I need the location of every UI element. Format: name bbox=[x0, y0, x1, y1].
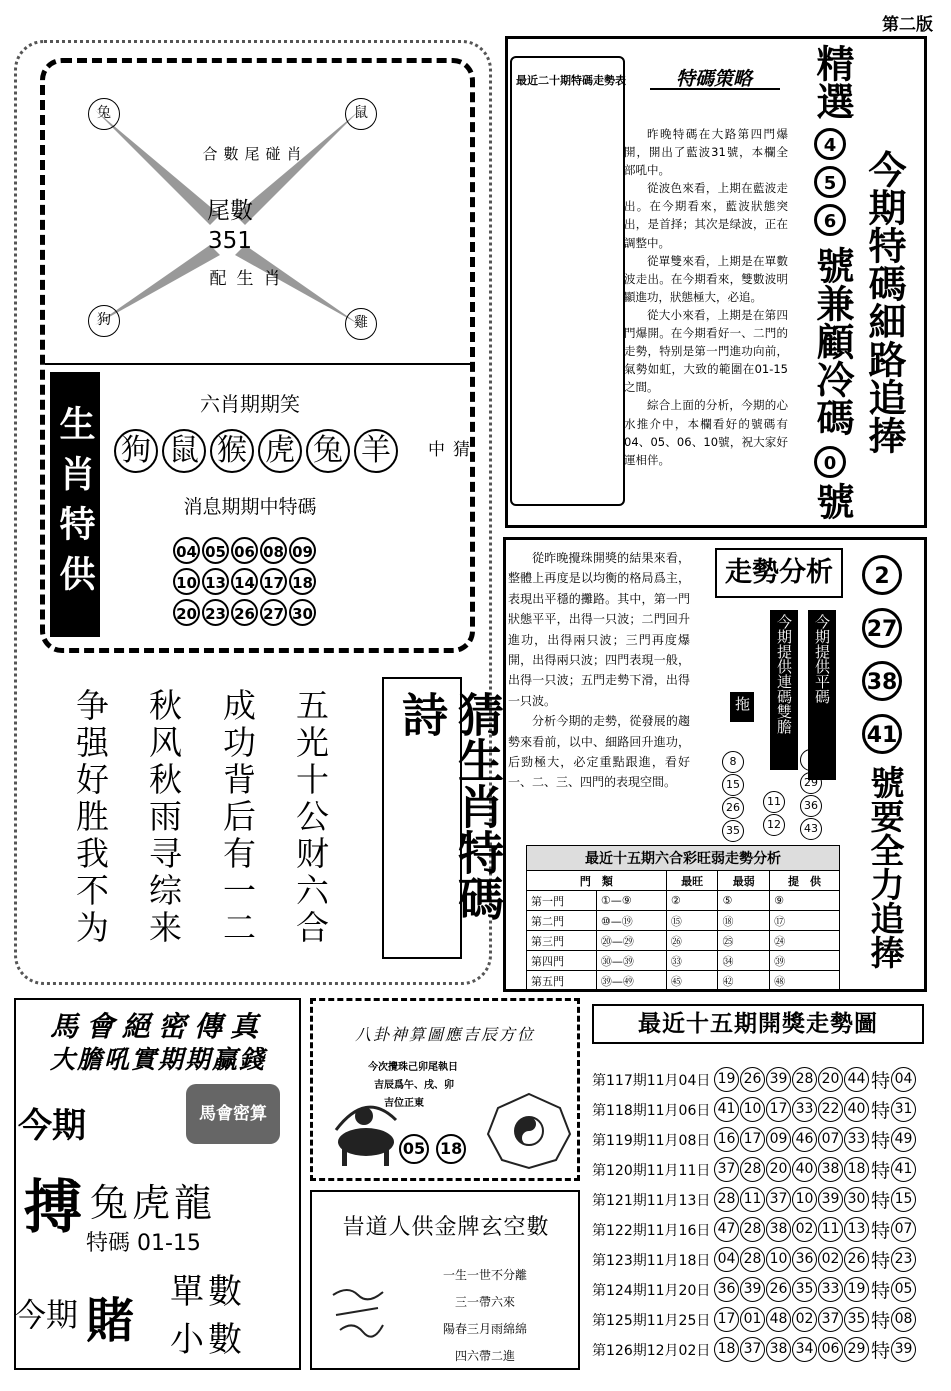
linked-number: 11 bbox=[763, 791, 785, 813]
table-cell: ㉔ bbox=[770, 931, 840, 951]
big-number: 38 bbox=[862, 661, 902, 701]
draw-ball: 47 bbox=[714, 1217, 739, 1242]
draw-row bbox=[592, 1306, 925, 1335]
horse-fax-stamp: 馬會密算 bbox=[186, 1084, 280, 1144]
pairs-number: 29 bbox=[800, 772, 822, 794]
trend-logo: 走勢分析 bbox=[725, 557, 833, 588]
pairs-number: 36 bbox=[800, 795, 822, 817]
draw-ball: 04 bbox=[714, 1247, 739, 1272]
special-label: 特 bbox=[871, 1070, 891, 1092]
draw-ball: 19 bbox=[844, 1277, 869, 1302]
draw-period: 第123期11月18日 bbox=[592, 1252, 711, 1269]
table-cell: ㉕ bbox=[718, 931, 770, 951]
strategy-logo: 特碼策略 bbox=[676, 68, 753, 90]
special-label: 特 bbox=[871, 1280, 891, 1302]
draw-ball: 20 bbox=[818, 1067, 843, 1092]
table-cell: ㊴—㊾ bbox=[596, 971, 666, 991]
draw-period: 第126期12月02日 bbox=[592, 1342, 711, 1359]
strategy-big-c: 號 bbox=[810, 482, 854, 520]
horse-fax-bo: 搏 bbox=[24, 1173, 83, 1241]
draw-ball: 01 bbox=[740, 1307, 765, 1332]
draw-ball: 28 bbox=[740, 1247, 765, 1272]
draw-ball: 37 bbox=[714, 1157, 739, 1182]
fortune-line: 吉位正東 bbox=[384, 1098, 424, 1109]
draw-ball: 40 bbox=[792, 1157, 817, 1182]
draw-period: 第120期11月11日 bbox=[592, 1162, 711, 1179]
draw-ball: 29 bbox=[844, 1337, 869, 1362]
draw-ball: 11 bbox=[740, 1187, 765, 1212]
draw-special-ball: 05 bbox=[891, 1277, 916, 1302]
number-ball: 13 bbox=[202, 568, 229, 595]
pick-circle: 5 bbox=[814, 166, 846, 198]
fortune-number: 18 bbox=[436, 1134, 466, 1164]
table-row bbox=[527, 931, 840, 951]
horse-fax-today: 今期 bbox=[18, 1106, 86, 1146]
draw-ball: 39 bbox=[740, 1277, 765, 1302]
draw-ball: 28 bbox=[740, 1217, 765, 1242]
trend-paragraph: 從昨晚攪珠開獎的結果來看，整體上再度是以均衡的格局爲主，表現出平穩的攤路。其中，第一門狀態平平，出得一只波；二門回升進功，出得兩只波；三門再度爆開，出得兩只波；四門表現一般，出得一只波；五門走勢下滑，出得一只波。 bbox=[508, 551, 690, 708]
golden-line: 一生一世不分離 bbox=[442, 1268, 527, 1282]
big-number: 2 bbox=[862, 555, 902, 595]
fortune-numbers bbox=[398, 1134, 467, 1164]
table-row bbox=[527, 951, 840, 971]
table-header: 提 供 bbox=[770, 871, 840, 891]
draw-ball: 39 bbox=[818, 1187, 843, 1212]
poem-columns bbox=[60, 688, 370, 958]
strategy-inner bbox=[510, 56, 625, 506]
trend-text bbox=[508, 548, 690, 793]
draw-ball: 26 bbox=[844, 1247, 869, 1272]
table-cell: ⑨ bbox=[770, 891, 840, 911]
shengxiao-subheading: 消息期期中特碼 bbox=[183, 496, 317, 518]
draw-ball: 38 bbox=[818, 1157, 843, 1182]
draw-ball: 26 bbox=[740, 1067, 765, 1092]
draw-ball: 28 bbox=[740, 1157, 765, 1182]
poem-title: 猜生肖特碼詩 bbox=[395, 691, 505, 921]
draw-ball: 39 bbox=[766, 1067, 791, 1092]
special-label: 特 bbox=[871, 1250, 891, 1272]
pairs-number: 2 bbox=[800, 749, 822, 771]
draw-ball: 37 bbox=[740, 1337, 765, 1362]
trend-big-numbers bbox=[862, 555, 910, 754]
draw-period: 第117期11月04日 bbox=[592, 1072, 711, 1089]
horse-rider-icon bbox=[326, 1090, 406, 1170]
draw-row bbox=[592, 1126, 925, 1155]
draw-ball: 17 bbox=[714, 1307, 739, 1332]
number-ball: 27 bbox=[260, 599, 287, 626]
special-label: 特 bbox=[871, 1130, 891, 1152]
number-ball: 06 bbox=[231, 537, 258, 564]
trend-table-title: 最近十五期六合彩旺弱走勢分析 bbox=[526, 845, 840, 870]
tuo-number: 26 bbox=[722, 797, 744, 819]
draw-ball: 28 bbox=[792, 1067, 817, 1092]
tuo-number: 8 bbox=[722, 751, 744, 773]
strategy-slogan: 今期特碼細路追捧 bbox=[862, 150, 906, 454]
draw-special-ball: 31 bbox=[891, 1097, 916, 1122]
trend-logo-box bbox=[715, 548, 843, 598]
draw-special-ball: 41 bbox=[891, 1157, 916, 1182]
zodiac-circle: 狗 bbox=[114, 429, 158, 473]
draw-ball: 18 bbox=[844, 1157, 869, 1182]
table-header: 最旺 bbox=[666, 871, 718, 891]
draw-ball: 02 bbox=[792, 1307, 817, 1332]
draw-period: 第124期11月20日 bbox=[592, 1282, 711, 1299]
draw-ball: 36 bbox=[714, 1277, 739, 1302]
draw-ball: 11 bbox=[818, 1217, 843, 1242]
golden-title: 旹道人供金牌玄空數 bbox=[342, 1215, 550, 1240]
draw-ball: 10 bbox=[740, 1097, 765, 1122]
draw-row bbox=[592, 1156, 925, 1185]
zodiac-circle: 羊 bbox=[354, 429, 398, 473]
tail-corner-ji: 雞 bbox=[345, 308, 377, 340]
number-ball: 04 bbox=[173, 537, 200, 564]
tail-top-title: 合數尾碰肖 bbox=[202, 145, 308, 163]
special-label: 特 bbox=[871, 1340, 891, 1362]
poem-column: 五光十公财六合 bbox=[291, 688, 330, 947]
draw-ball: 34 bbox=[792, 1337, 817, 1362]
draw-ball: 46 bbox=[792, 1127, 817, 1152]
horse-fax-bo-zodiacs: 兔虎龍 bbox=[90, 1181, 217, 1225]
table-cell: 第四門 bbox=[527, 951, 597, 971]
zodiac-circle: 兔 bbox=[306, 429, 350, 473]
number-ball: 09 bbox=[289, 537, 316, 564]
draw-row bbox=[592, 1216, 925, 1245]
number-ball: 18 bbox=[289, 568, 316, 595]
draw-ball: 07 bbox=[818, 1127, 843, 1152]
horse-fax-title: 馬會絕密傳真 bbox=[49, 1010, 266, 1043]
zodiac-circle: 鼠 bbox=[162, 429, 206, 473]
strategy-paragraph: 昨晚特碼在大路第四門爆開，開出了藍波31號，本欄全部吼中。 bbox=[624, 127, 788, 178]
pick-circle: 6 bbox=[814, 204, 846, 236]
horse-rider-drawing bbox=[326, 1090, 406, 1170]
draw-period: 第122期11月16日 bbox=[592, 1222, 711, 1239]
draw-ball: 38 bbox=[766, 1337, 791, 1362]
fortune-line: 吉辰爲午、戌、卯 bbox=[374, 1080, 454, 1091]
linked-number: 12 bbox=[763, 814, 785, 836]
draw-ball: 16 bbox=[714, 1127, 739, 1152]
fortune-line: 今次攪珠己卯尾執日 bbox=[368, 1062, 458, 1073]
draw-row bbox=[592, 1276, 925, 1305]
draw-ball: 33 bbox=[818, 1277, 843, 1302]
draw-row bbox=[592, 1336, 925, 1365]
draw-ball: 35 bbox=[792, 1277, 817, 1302]
golden-lines bbox=[410, 1262, 560, 1370]
fortune-number: 05 bbox=[399, 1134, 429, 1164]
draw-special-ball: 04 bbox=[891, 1067, 916, 1092]
shengxiao-side-title: 生肖特供 bbox=[50, 372, 100, 637]
pairs-number: 43 bbox=[800, 818, 822, 840]
table-header: 最弱 bbox=[718, 871, 770, 891]
shengxiao-side-note: 猜中 bbox=[424, 440, 469, 517]
big-number: 27 bbox=[862, 608, 902, 648]
tuo-number: 35 bbox=[722, 820, 744, 842]
table-cell: ㊴ bbox=[770, 951, 840, 971]
strategy-paragraph: 從波色來看，上期在藍波走出。在今期看來，藍波狀態突出，是首择；其次是绿波，正在調整中。 bbox=[624, 181, 788, 250]
table-cell: ⑳—㉙ bbox=[596, 931, 666, 951]
draw-row bbox=[592, 1186, 925, 1215]
draw-ball: 44 bbox=[844, 1067, 869, 1092]
draw-ball: 06 bbox=[818, 1337, 843, 1362]
table-cell: ㉚—㊴ bbox=[596, 951, 666, 971]
trend-col-linked: 今期提供連碼雙膽 bbox=[770, 610, 798, 770]
trend-col-pairs: 今期提供平碼 bbox=[808, 610, 836, 780]
pick-circle: 4 bbox=[814, 128, 846, 160]
draw-ball: 35 bbox=[844, 1307, 869, 1332]
special-label: 特 bbox=[871, 1220, 891, 1242]
number-ball: 08 bbox=[260, 537, 287, 564]
draw-ball: 02 bbox=[818, 1247, 843, 1272]
draw-row bbox=[592, 1246, 925, 1275]
horse-fax-gamble-char: 賭 bbox=[86, 1293, 135, 1349]
tail-bottom-title: 配生肖 bbox=[209, 269, 291, 289]
horse-fax-gamble-option: 單數 bbox=[170, 1272, 246, 1312]
strategy-logo-rule bbox=[650, 88, 780, 90]
special-label: 特 bbox=[871, 1190, 891, 1212]
recent-title: 最近十五期開獎走勢圖 bbox=[638, 1011, 878, 1037]
trend-table-wrap bbox=[526, 845, 840, 991]
table-cell: 第一門 bbox=[527, 891, 597, 911]
table-cell: ⑱ bbox=[718, 911, 770, 931]
draw-special-ball: 23 bbox=[891, 1247, 916, 1272]
golden-line: 四六帶二進 bbox=[454, 1349, 515, 1363]
draw-ball: 10 bbox=[766, 1247, 791, 1272]
draw-ball: 02 bbox=[792, 1217, 817, 1242]
number-ball: 14 bbox=[231, 568, 258, 595]
number-ball: 26 bbox=[231, 599, 258, 626]
table-cell: ㉞ bbox=[718, 951, 770, 971]
draw-ball: 33 bbox=[844, 1127, 869, 1152]
draw-ball: 40 bbox=[844, 1097, 869, 1122]
draw-ball: 19 bbox=[714, 1067, 739, 1092]
table-row bbox=[527, 891, 840, 911]
shengxiao-heading: 六肖期期笑 bbox=[200, 392, 300, 416]
tail-corner-tu: 兔 bbox=[88, 98, 120, 130]
horse-fax-gamble-option: 小數 bbox=[170, 1320, 246, 1360]
number-ball: 17 bbox=[260, 568, 287, 595]
poem-column: 成功背后有一二 bbox=[218, 688, 257, 947]
tail-number: 351 bbox=[208, 228, 252, 254]
draw-special-ball: 39 bbox=[891, 1337, 916, 1362]
cold-number: 0 bbox=[814, 446, 846, 478]
strategy-big-b: 號兼顧冷碼 bbox=[810, 246, 854, 436]
trend-pairs-numbers bbox=[800, 748, 824, 840]
table-cell: ①—⑨ bbox=[596, 891, 666, 911]
bagua-drawing bbox=[484, 1090, 574, 1170]
zodiac-circle: 猴 bbox=[210, 429, 254, 473]
poem-title-box bbox=[382, 677, 505, 959]
draw-period: 第125期11月25日 bbox=[592, 1312, 711, 1329]
strategy-picks bbox=[814, 128, 852, 236]
number-ball: 20 bbox=[173, 599, 200, 626]
special-label: 特 bbox=[871, 1100, 891, 1122]
poem-column: 争强好胜我不为 bbox=[71, 688, 110, 947]
table-cell: 第二門 bbox=[527, 911, 597, 931]
golden-line: 三一帶六來 bbox=[454, 1295, 515, 1309]
draw-ball: 13 bbox=[844, 1217, 869, 1242]
table-cell: ㉝ bbox=[666, 951, 718, 971]
table-cell: ㊺ bbox=[666, 971, 718, 991]
shengxiao-zodiacs bbox=[112, 429, 412, 473]
trend-tuo-numbers bbox=[722, 750, 746, 842]
draw-ball: 09 bbox=[766, 1127, 791, 1152]
strategy-paragraph: 從大小來看，上期是在第四門爆開。在今期看好一、二門的走勢，特别是第一門進功向前，氣勢如虹，大致的範圍在01-15之間。 bbox=[624, 307, 788, 395]
table-cell: ⑩—⑲ bbox=[596, 911, 666, 931]
draw-ball: 48 bbox=[766, 1307, 791, 1332]
table-row bbox=[527, 911, 840, 931]
draw-ball: 41 bbox=[714, 1097, 739, 1122]
special-label: 特 bbox=[871, 1310, 891, 1332]
draw-ball: 22 bbox=[818, 1097, 843, 1122]
draw-period: 第121期11月13日 bbox=[592, 1192, 711, 1209]
table-cell: ⑮ bbox=[666, 911, 718, 931]
trend-paragraph: 分析今期的走勢，從發展的趨勢來看前，以中、細路回升進功，后勁極大，必定重點跟進，看好一、二、三、四門的表現空間。 bbox=[508, 714, 690, 790]
special-label: 特 bbox=[871, 1160, 891, 1182]
draw-special-ball: 08 bbox=[891, 1307, 916, 1332]
tuo-number: 15 bbox=[722, 774, 744, 796]
draw-special-ball: 49 bbox=[891, 1127, 916, 1152]
trend-table bbox=[526, 870, 840, 991]
fortune-title: 八卦神算圖應吉辰方位 bbox=[354, 1025, 535, 1044]
table-cell: ⑰ bbox=[770, 911, 840, 931]
table-header: 門 類 bbox=[527, 871, 667, 891]
strategy-header: 最近二十期特碼走勢表 bbox=[516, 74, 626, 87]
shengxiao-numbers bbox=[172, 536, 342, 629]
draw-ball: 28 bbox=[714, 1187, 739, 1212]
horse-fax-tema: 特碼 01-15 bbox=[86, 1231, 201, 1256]
draw-period: 第118期11月06日 bbox=[592, 1102, 711, 1119]
trend-big-slogan: 號要全力追捧 bbox=[864, 765, 904, 969]
draw-special-ball: 15 bbox=[891, 1187, 916, 1212]
table-cell: ㊷ bbox=[718, 971, 770, 991]
draw-ball: 30 bbox=[844, 1187, 869, 1212]
draw-ball: 33 bbox=[792, 1097, 817, 1122]
trend-linked-numbers bbox=[763, 790, 787, 836]
draw-special-ball: 07 bbox=[891, 1217, 916, 1242]
strategy-paragraph: 從單雙來看，上期是在單數波走出。在今期看來，雙數波明顯進功，狀態極大，必追。 bbox=[624, 253, 788, 304]
strategy-big-a: 精選 bbox=[810, 44, 854, 120]
strategy-paragraph: 綜合上面的分析，今期的心水推介中，本欄看好的號碼有04、05、06、10號，祝大家好運相伴。 bbox=[624, 398, 788, 467]
draw-ball: 10 bbox=[792, 1187, 817, 1212]
number-ball: 23 bbox=[202, 599, 229, 626]
number-ball: 10 bbox=[173, 568, 200, 595]
zodiac-circle: 虎 bbox=[258, 429, 302, 473]
draw-row bbox=[592, 1096, 925, 1125]
draw-ball: 36 bbox=[792, 1247, 817, 1272]
horse-fax-subtitle: 大膽吼實期期赢錢 bbox=[49, 1045, 266, 1074]
draw-ball: 17 bbox=[766, 1097, 791, 1122]
draw-ball: 17 bbox=[740, 1127, 765, 1152]
draw-ball: 37 bbox=[766, 1187, 791, 1212]
big-number: 41 bbox=[862, 714, 902, 754]
table-cell: 第五門 bbox=[527, 971, 597, 991]
draw-ball: 26 bbox=[766, 1277, 791, 1302]
table-cell: 第三門 bbox=[527, 931, 597, 951]
number-ball: 30 bbox=[289, 599, 316, 626]
trend-col-tuo: 拖 bbox=[730, 692, 754, 722]
tail-label: 尾數 bbox=[207, 198, 253, 224]
recent-title-box bbox=[592, 1004, 924, 1044]
horse-fax-gamble-label: 今期 bbox=[14, 1296, 79, 1334]
table-cell: ⑤ bbox=[718, 891, 770, 911]
golden-line: 陽春三月雨綿綿 bbox=[442, 1322, 527, 1336]
draw-ball: 18 bbox=[714, 1337, 739, 1362]
tail-corner-gou: 狗 bbox=[88, 305, 120, 337]
draw-ball: 38 bbox=[766, 1217, 791, 1242]
table-cell: ㉖ bbox=[666, 931, 718, 951]
draw-period: 第119期11月08日 bbox=[592, 1132, 711, 1149]
draw-row bbox=[592, 1066, 925, 1095]
table-row bbox=[527, 971, 840, 991]
signature-icon bbox=[328, 1280, 388, 1340]
draw-ball: 20 bbox=[766, 1157, 791, 1182]
page-label: 第二版 bbox=[882, 15, 933, 35]
table-cell: ㊽ bbox=[770, 971, 840, 991]
signature-drawing bbox=[328, 1280, 388, 1340]
poem-column: 秋风秋雨寻综来 bbox=[144, 688, 183, 947]
bagua-icon bbox=[484, 1090, 574, 1170]
draw-ball: 37 bbox=[818, 1307, 843, 1332]
table-cell: ② bbox=[666, 891, 718, 911]
tail-divider bbox=[45, 363, 470, 365]
number-ball: 05 bbox=[202, 537, 229, 564]
tail-corner-shu: 鼠 bbox=[345, 98, 377, 130]
strategy-text bbox=[624, 125, 788, 469]
